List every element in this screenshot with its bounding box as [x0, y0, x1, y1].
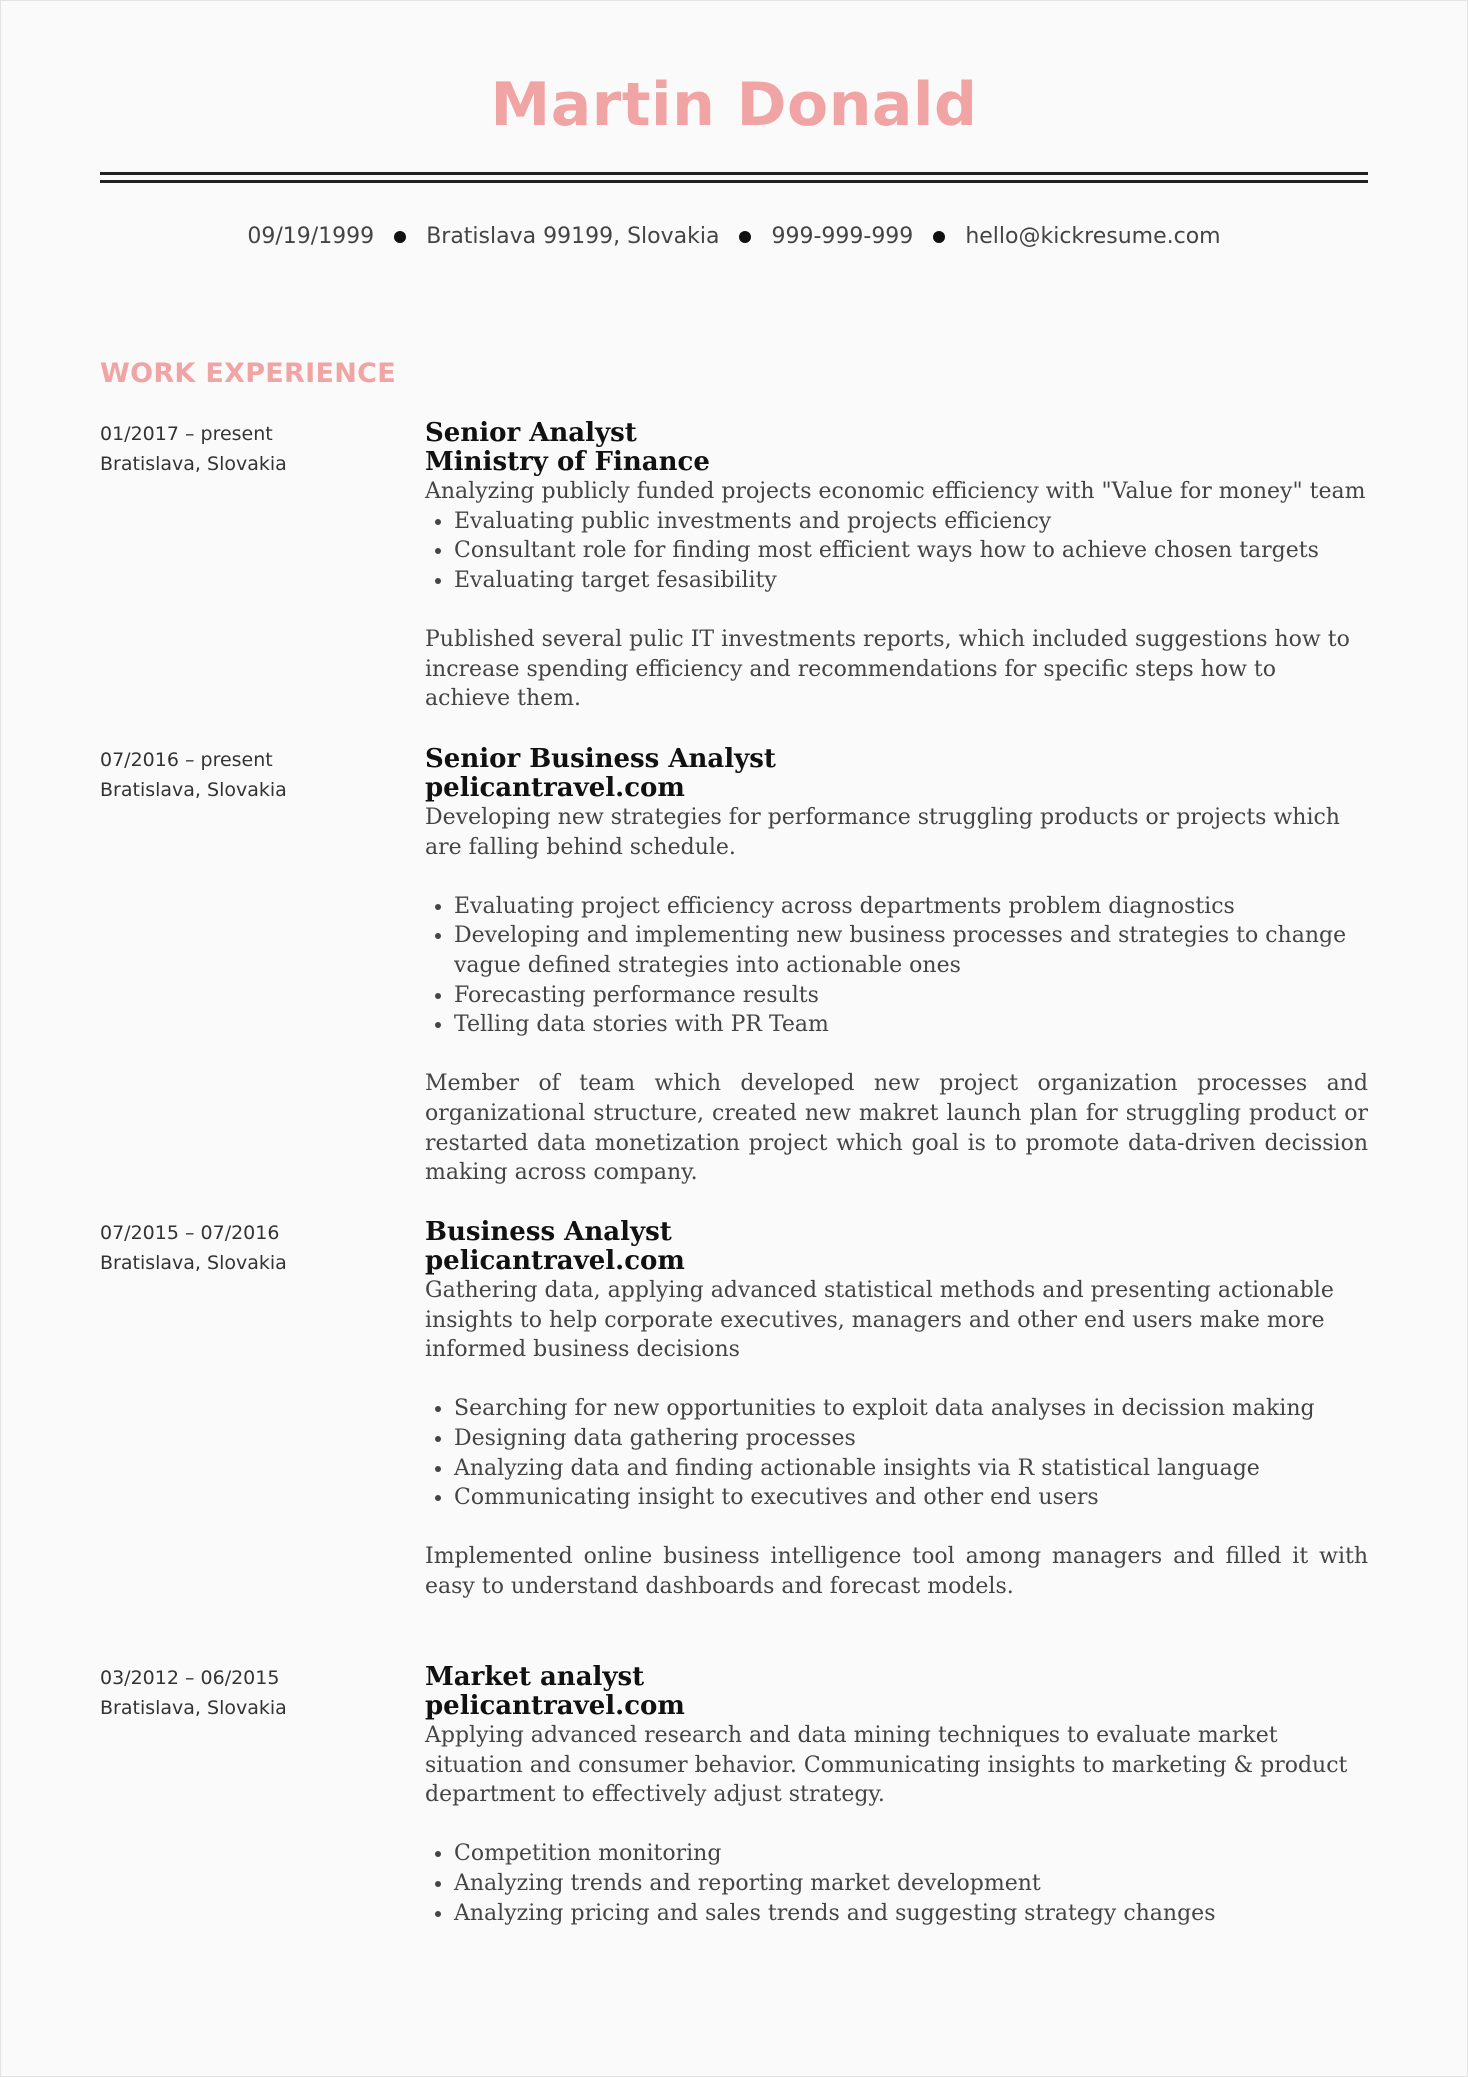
list-item: • Competition monitoring: [454, 1839, 1368, 1869]
job-location: Bratislava, Slovakia: [100, 779, 287, 801]
job-bullets: [425, 1839, 1368, 1928]
job-position: Senior Business Analyst: [425, 744, 776, 774]
job-location: Bratislava, Slovakia: [100, 453, 287, 475]
list-item: • Analyzing trends and reporting market development: [454, 1869, 1368, 1899]
job-bullets: [425, 892, 1368, 1040]
job-dates: 07/2016 – present: [100, 749, 273, 771]
list-item: • Consultant role for finding most efficient ways how to achieve chosen targets: [454, 536, 1368, 566]
date-of-birth: 09/19/1999: [247, 224, 375, 249]
list-item: • Evaluating target fesasibility: [454, 566, 1368, 596]
job-company: Ministry of Finance: [425, 447, 710, 477]
job-summary: Gathering data, applying advanced statistical methods and presenting actionable insights to help corporate executives, managers and other end users make more informed business decisions: [425, 1278, 1334, 1363]
job-meta: [100, 745, 400, 805]
job-dates: 03/2012 – 06/2015: [100, 1667, 280, 1689]
job-summary: Developing new strategies for performance struggling products or projects which are falling behind schedule.: [425, 805, 1340, 860]
list-item: • Analyzing pricing and sales trends and suggesting strategy changes: [454, 1899, 1368, 1929]
job-body: [425, 1663, 1368, 1928]
job-dates: 07/2015 – 07/2016: [100, 1222, 280, 1244]
job-body: [425, 1218, 1368, 1602]
list-item: • Communicating insight to executives and other end users: [454, 1483, 1368, 1513]
list-item: • Evaluating public investments and projects efficiency: [454, 507, 1368, 537]
bullet-separator: [394, 231, 406, 243]
job-meta: [100, 1663, 400, 1723]
job-closing: Implemented online business intelligence tool among managers and filled it with easy to understand dashboards and forecast models.: [425, 1544, 1368, 1599]
job-company: pelicantravel.com: [425, 1246, 685, 1276]
bullet-separator: [933, 231, 945, 243]
list-item: • Analyzing data and finding actionable insights via R statistical language: [454, 1454, 1368, 1484]
job-summary: Analyzing publicly funded projects economic efficiency with "Value for money" team: [425, 479, 1366, 504]
list-item: • Designing data gathering processes: [454, 1424, 1368, 1454]
contact-line: [0, 224, 1468, 249]
job-meta: [100, 419, 400, 479]
job-bullets: [425, 1394, 1368, 1512]
phone: 999-999-999: [771, 224, 914, 249]
job-closing: Published several pulic IT investments reports, which included suggestions how to increase spending efficiency and recommendations for specific steps how to achieve them.: [425, 626, 1350, 712]
job-closing: Member of team which developed new project organization processes and organizational structure, created new makret launch plan for struggling product or restarted data monetization project which goal is to promote data-driven decission making across company.: [425, 1071, 1368, 1186]
header-divider-bottom: [100, 180, 1368, 183]
job-location: Bratislava, Slovakia: [100, 1697, 287, 1719]
job-body: [425, 745, 1368, 1188]
email: hello@kickresume.com: [965, 224, 1221, 249]
address: Bratislava 99199, Slovakia: [426, 224, 720, 249]
job-summary: Applying advanced research and data mining techniques to evaluate market situation and consumer behavior. Communicating insights to marketing & product department to effectively adjust strategy.: [425, 1723, 1348, 1808]
job-position: Senior Analyst: [425, 418, 637, 448]
list-item: • Searching for new opportunities to exploit data analyses in decission making: [454, 1394, 1368, 1424]
list-item: • Telling data stories with PR Team: [454, 1010, 1368, 1040]
job-dates: 01/2017 – present: [100, 423, 273, 445]
job-location: Bratislava, Slovakia: [100, 1252, 287, 1274]
job-meta: [100, 1218, 400, 1278]
list-item: • Forecasting performance results: [454, 981, 1368, 1011]
job-position: Market analyst: [425, 1662, 645, 1692]
candidate-name: Martin Donald: [490, 70, 978, 140]
job-bullets: [425, 507, 1368, 596]
list-item: • Evaluating project efficiency across departments problem diagnostics: [454, 892, 1368, 922]
header-divider-top: [100, 172, 1368, 175]
section-title-work-experience: WORK EXPERIENCE: [100, 358, 396, 389]
job-position: Business Analyst: [425, 1217, 672, 1247]
job-company: pelicantravel.com: [425, 773, 685, 803]
list-item: • Developing and implementing new business processes and strategies to change vague defined strategies into actionable ones: [454, 921, 1368, 980]
bullet-separator: [739, 231, 751, 243]
job-company: pelicantravel.com: [425, 1691, 685, 1721]
job-body: [425, 419, 1368, 714]
